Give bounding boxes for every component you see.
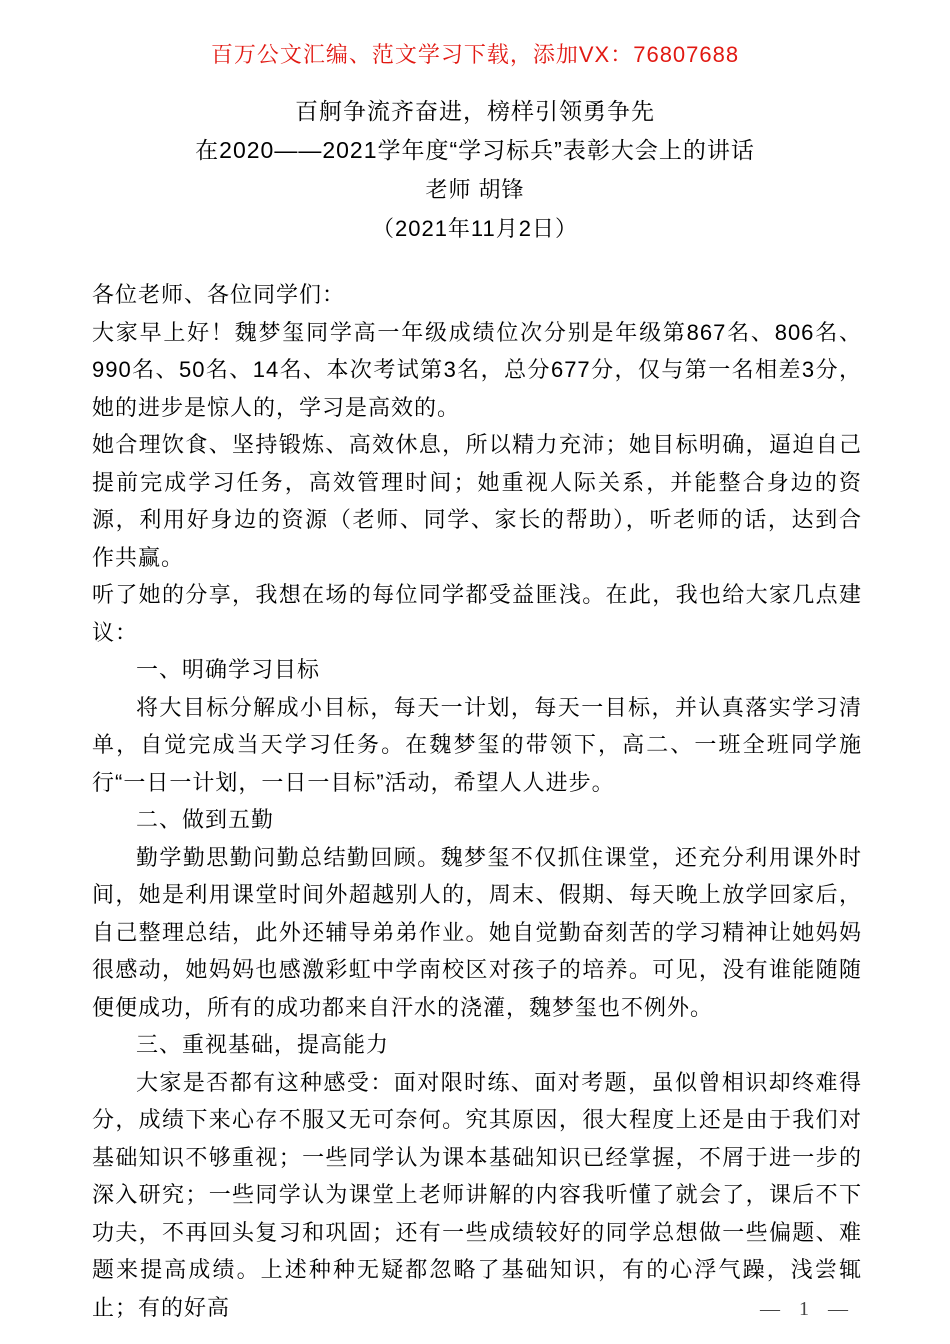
document-subtitle: 在2020——2021学年度“学习标兵”表彰大会上的讲话 — [195, 137, 755, 163]
section-heading-1: 一、明确学习目标 — [136, 657, 321, 682]
paragraph-section-3: 大家是否都有这种感受：面对限时练、面对考题，虽似曾相识却终难得分，成绩下来心存不服又无可奈何。究其原因，很大程度上还是由于我们对基础知识不够重视；一些同学认为课本基础知识已经掌握，不屑于进一步的深入研究；一些同学认为课堂上老师讲解的内容我听懂了就会了，课后不下功夫，不再回头复习和巩固；还有一些成绩较好的同学总想做一些偏题、难题来提高成绩。上述种种无疑都忽略了基础知识，有的心浮气躁，浅尝辄止；有的好高 — [92, 1069, 862, 1320]
date-line: （2021年11月2日） — [371, 216, 578, 241]
page-number: — 1 — — [760, 1298, 850, 1320]
section-heading-3: 三、重视基础，提高能力 — [136, 1032, 390, 1057]
paragraph-section-2: 勤学勤思勤问勤总结勤回顾。魏梦玺不仅抓住课堂，还充分利用课外时间，她是利用课堂时间外超越别人的，周末、假期、每天晚上放学回家后，自己整理总结，此外还辅导弟弟作业。她自觉勤奋刻苦的学习精神让她妈妈很感动，她妈妈也感激彩虹中学南校区对孩子的培养。可见，没有谁能随随便便成功，所有的成功都来自汗水的浇灌，魏梦玺也不例外。 — [92, 844, 862, 1020]
paragraph-suggestions-lead: 听了她的分享，我想在场的每位同学都受益匪浅。在此，我也给大家几点建议： — [92, 582, 862, 645]
paragraph-section-1: 将大目标分解成小目标，每天一计划，每天一目标，并认真落实学习清单，自觉完成当天学习任务。在魏梦玺的带领下，高二、一班全班同学施行“一日一计划，一日一目标”活动，希望人人进步。 — [92, 694, 862, 795]
paragraph-intro: 大家早上好！魏梦玺同学高一年级成绩位次分别是年级第867名、806名、990名、50名、14名、本次考试第3名，总分677分，仅与第一名相差3分，她的进步是惊人的，学习是高效的。 — [92, 319, 862, 420]
document-title: 百舸争流齐奋进，榜样引领勇争先 — [295, 98, 655, 124]
section-heading-2: 二、做到五勤 — [136, 807, 275, 832]
header-notice: 百万公文汇编、范文学习下载，添加VX：76807688 — [210, 42, 740, 67]
salutation: 各位老师、各位同学们： — [92, 282, 346, 307]
paragraph-habits: 她合理饮食、坚持锻炼、高效休息，所以精力充沛；她目标明确，逼迫自己提前完成学习任务，高效管理时间；她重视人际关系，并能整合身边的资源，利用好身边的资源（老师、同学、家长的帮助），听老师的话，达到合作共赢。 — [92, 432, 862, 570]
author-line: 老师 胡锋 — [425, 177, 525, 202]
title-block — [0, 92, 950, 248]
document-body — [92, 276, 862, 1326]
